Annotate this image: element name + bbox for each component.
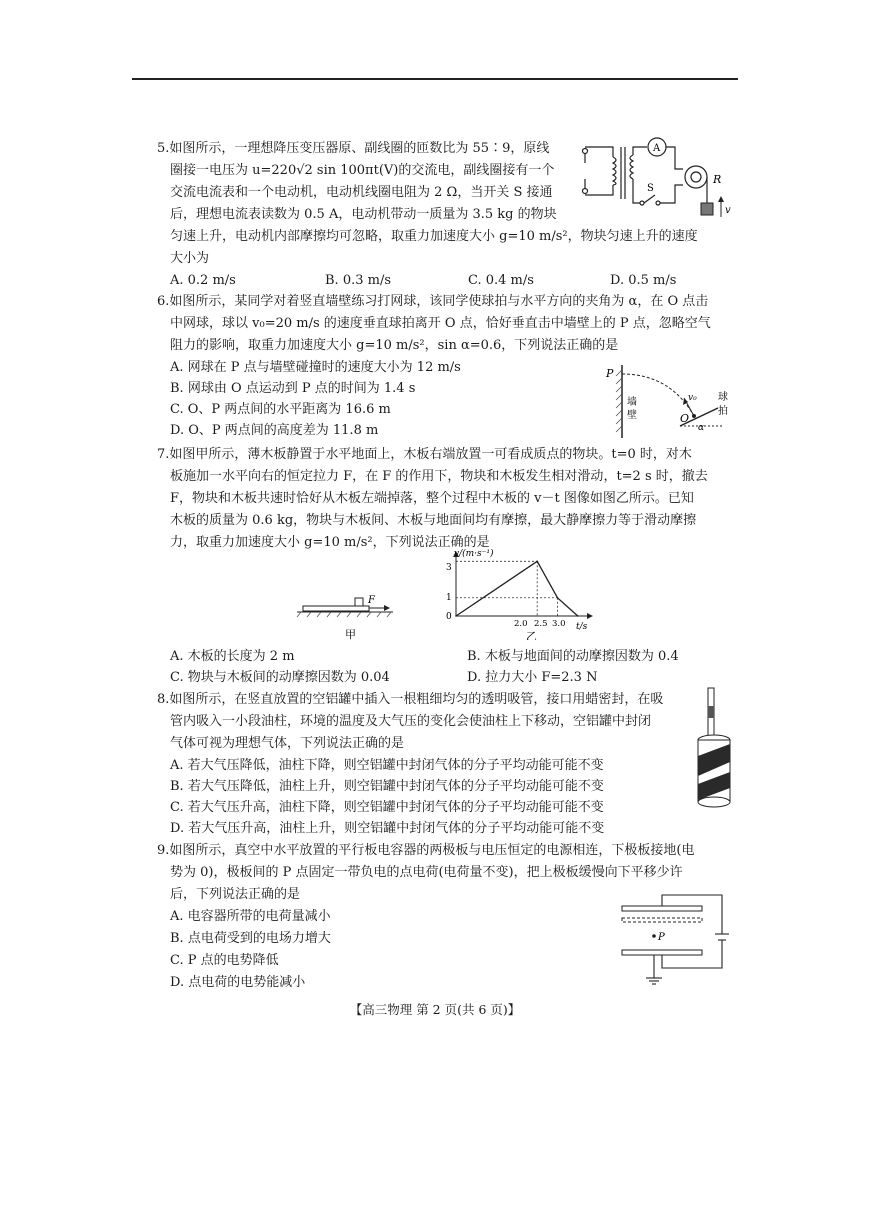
q7-line-2: 板施加一水平向右的恒定拉力 F，在 F 的作用下，物块和木板发生相对滑动，t=2 s 时，撤去 <box>170 469 708 484</box>
q7-line-5: 力，取重力加速度大小 g=10 m/s²，下列说法正确的是 <box>170 535 490 550</box>
resistor-label: R <box>713 173 722 186</box>
q6-option-a: A. 网球在 P 点与墙壁碰撞时的速度大小为 12 m/s <box>170 360 461 375</box>
q5-line-1: 5.如图所示，一理想降压变压器原、副线圈的匝数比为 55∶9，原线 <box>157 141 550 156</box>
q5-line-5: 匀速上升，电动机内部摩擦均可忽略，取重力加速度大小 g=10 m/s²，物块匀速上升的速度 <box>170 229 698 244</box>
q6-line-1: 6.如图所示，某同学对着竖直墙壁练习打网球，该同学使球拍与水平方向的夹角为 α，在 O 点击 <box>157 294 709 309</box>
x-tick-3-0: 3.0 <box>552 619 566 629</box>
vt-data-point <box>536 560 538 562</box>
q5-transformer-figure <box>575 133 735 225</box>
point-o-label: O <box>680 412 690 425</box>
q7-vt-chart <box>440 548 600 640</box>
q5-line-6: 大小为 <box>170 251 210 266</box>
q9-line-2: 势为 0)，极板间的 P 点固定一带负电的点电荷(电荷量不变)，把上极板缓慢向下平移少许 <box>170 865 683 880</box>
v0-label: v₀ <box>688 393 697 403</box>
figure-jia-caption: 甲 <box>345 628 356 641</box>
q7-option-b: B. 木板与地面间的动摩擦因数为 0.4 <box>467 649 679 664</box>
q5-option-d: D. 0.5 m/s <box>610 273 677 288</box>
q8-line-3: 气体可视为理想气体，下列说法正确的是 <box>170 736 405 751</box>
q5-line-4: 后，理想电流表读数为 0.5 A，电动机带动一质量为 3.5 kg 的物块 <box>170 207 557 222</box>
point-p-label-q9: P <box>658 932 665 943</box>
q9-line-3: 后，下列说法正确的是 <box>170 887 301 902</box>
y-tick-0: 0 <box>446 612 452 622</box>
point-p-label: P <box>606 367 614 380</box>
racket-label-1: 球 <box>718 392 728 403</box>
q7-option-c: C. 物块与木板间的动摩擦因数为 0.04 <box>170 670 390 685</box>
force-label: F <box>368 595 375 606</box>
q5-option-a: A. 0.2 m/s <box>170 273 236 288</box>
x-tick-2-0: 2.0 <box>514 619 528 629</box>
q7-line-1: 7.如图甲所示，薄木板静置于水平地面上，木板右端放置一可看成质点的物块。t=0 时，对木 <box>157 447 692 462</box>
q7-line-4: 木板的质量为 0.6 kg，物块与木板间、木板与地面间均有摩擦，最大静摩擦力等于滑动摩擦 <box>170 513 697 528</box>
vt-data-point <box>557 597 559 599</box>
q8-line-2: 管内吸入一小段油柱，环境的温度及大气压的变化会使油柱上下移动，空铝罐中封闭 <box>170 714 652 729</box>
q6-line-3: 阻力的影响，取重力加速度大小 g=10 m/s²，sin α=0.6，下列说法正确的是 <box>170 338 619 353</box>
racket-label-2: 拍 <box>718 406 728 417</box>
y-tick-1: 1 <box>446 593 452 603</box>
q6-option-d: D. O、P 两点间的高度差为 11.8 m <box>170 423 379 438</box>
velocity-label: v <box>725 205 731 216</box>
q7-option-d: D. 拉力大小 F=2.3 N <box>467 670 598 685</box>
q8-option-a: A. 若大气压降低，油柱下降，则空铝罐中封闭气体的分子平均动能可能不变 <box>170 758 604 773</box>
q8-option-d: D. 若大气压升高，油柱上升，则空铝罐中封闭气体的分子平均动能可能不变 <box>170 821 605 836</box>
q6-line-2: 中网球，球以 v₀=20 m/s 的速度垂直球拍离开 O 点，恰好垂直击中墙壁上的 P 点，忽略空气 <box>170 316 711 331</box>
q8-option-c: C. 若大气压升高，油柱下降，则空铝罐中封闭气体的分子平均动能可能不变 <box>170 800 604 815</box>
q5-line-3: 交流电流表和一个电动机，电动机线圈电阻为 2 Ω，当开关 S 接通 <box>170 185 553 200</box>
vt-data-point <box>577 615 579 617</box>
ammeter-label: A <box>653 143 661 154</box>
header-rule <box>132 78 738 80</box>
q9-option-a: A. 电容器所带的电荷量减小 <box>170 909 331 924</box>
q9-option-b: B. 点电荷受到的电场力增大 <box>170 931 331 946</box>
figure-yi-caption: 乙 <box>526 630 537 640</box>
y-axis-label: v/(m·s⁻¹) <box>454 549 494 559</box>
q9-line-1: 9.如图所示，真空中水平放置的平行板电容器的两极板与电压恒定的电源相连，下极板接地(电 <box>157 843 695 858</box>
q5-option-c: C. 0.4 m/s <box>468 273 534 288</box>
q9-capacitor-figure <box>612 890 738 990</box>
q7-figure-jia <box>295 585 405 645</box>
q6-option-b: B. 网球由 O 点运动到 P 点的时间为 1.4 s <box>170 381 416 396</box>
vt-series-line <box>456 561 578 616</box>
x-tick-2-5: 2.5 <box>534 619 548 629</box>
q8-line-1: 8.如图所示，在竖直放置的空铝罐中插入一根粗细均匀的透明吸管，接口用蜡密封，在吸 <box>157 692 664 707</box>
switch-label: S <box>647 183 654 194</box>
q5-option-b: B. 0.3 m/s <box>325 273 392 288</box>
q9-option-d: D. 点电荷的电势能减小 <box>170 975 306 990</box>
alpha-label: α <box>698 423 705 433</box>
q5-line-2: 圈接一电压为 u=220√2 sin 100πt(V)的交流电，副线圈接有一个 <box>170 163 555 178</box>
wall-label-2: 壁 <box>627 410 637 421</box>
wall-label-1: 墙 <box>627 397 637 408</box>
vt-data-point <box>455 615 457 617</box>
q8-can-figure <box>690 686 738 810</box>
q6-tennis-figure <box>600 360 730 440</box>
q9-option-c: C. P 点的电势降低 <box>170 953 279 968</box>
q7-option-a: A. 木板的长度为 2 m <box>170 649 295 664</box>
x-axis-label: t/s <box>576 622 588 632</box>
y-tick-3: 3 <box>446 563 452 573</box>
q8-option-b: B. 若大气压降低，油柱上升，则空铝罐中封闭气体的分子平均动能可能不变 <box>170 779 604 794</box>
page-footer: 【高三物理 第 2 页(共 6 页)】 <box>349 1002 521 1017</box>
q7-line-3: F，物块和木板共速时恰好从木板左端掉落，整个过程中木板的 v－t 图像如图乙所示。已知 <box>170 491 694 506</box>
q6-option-c: C. O、P 两点间的水平距离为 16.6 m <box>170 402 391 417</box>
